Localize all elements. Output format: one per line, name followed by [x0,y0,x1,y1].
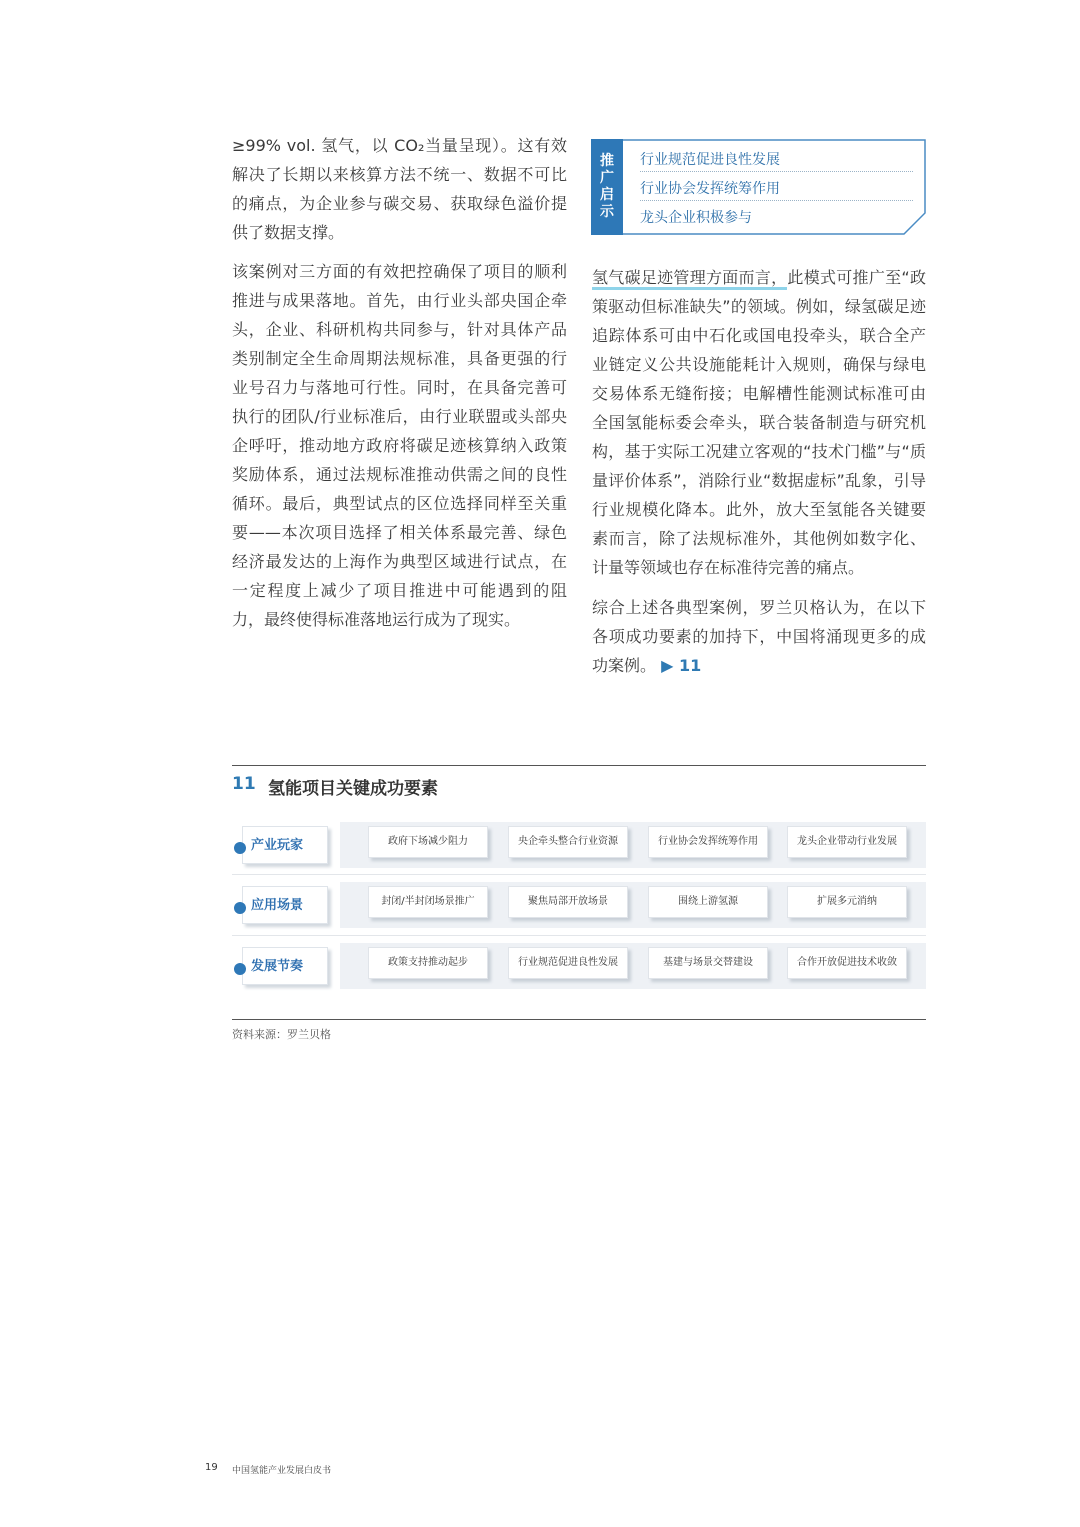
factor-item: 封闭/半封闭场景推广 [368,886,488,918]
highlighted-text: 氢气碳足迹管理方面而言， [592,268,787,290]
paragraph-text: 综合上述各典型案例，罗兰贝格认为，在以下各项成功要素的加持下，中国将涌现更多的成功案例。 [592,598,926,675]
promotion-tab [591,139,623,235]
paragraph-text: 此模式可推广至“政策驱动但标准缺失”的领域。例如，绿氢碳足迹追踪体系可由中石化或国电投牵头，联合全产业链定义公共设施能耗计入规则，确保与绿电交易体系无缝衔接；电解槽性能测试标准可由全国氢能标委会牵头，联合装备制造与研究机构，基于实际工况建立客观的“技术门槛”与“质量评价体系”，消除行业“数据虚标”乱象，引导行业规模化降本。此外，放大至氢能各关键要素而言，除了法规标准外，其他例如数字化、计量等领域也存在标准待完善的痛点。 [592,268,926,577]
promotion-item: 龙头企业积极参与 [640,210,752,226]
page-number: 19 [205,1462,218,1473]
dotted-divider [640,200,913,201]
body-paragraph-3 [592,263,926,582]
dotted-divider [640,171,913,172]
row-separator [232,935,926,936]
row-track [340,943,926,989]
body-paragraph-2: 该案例对三方面的有效把控确保了项目的顺利推进与成果落地。首先，由行业头部央国企牵头，企业、科研机构共同参与，针对具体产品类别制定全生命周期法规标准，具备更强的行业号召力与落地可行性。同时，在具备完善可执行的团队/行业标准后，由行业联盟或头部央企呼吁，推动地方政府将碳足迹核算纳入政策奖励体系，通过法规标准推动供需之间的良性循环。最后，典型试点的区位选择同样至关重要——本次项目选择了相关体系最完善、绿色经济最发达的上海作为典型区域进行试点，在一定程度上减少了项目推进中可能遇到的阻力，最终使得标准落地运行成为了现实。 [232,262,567,629]
body-paragraph-4 [592,593,926,680]
factor-item: 合作开放促进技术收敛 [787,947,907,979]
figure-title: 氢能项目关键成功要素 [268,779,438,799]
factor-item: 行业规范促进良性发展 [508,947,628,979]
bullet-dot-icon [234,902,246,914]
factor-item: 央企牵头整合行业资源 [508,826,628,858]
figure-reference-link[interactable]: ▶ 11 [661,656,702,675]
factor-item: 龙头企业带动行业发展 [787,826,907,858]
figure-top-rule [232,765,926,766]
factor-item: 基建与场景交替建设 [648,947,768,979]
row-label: 应用场景 [242,886,328,924]
publication-title: 中国氢能产业发展白皮书 [232,1466,332,1476]
factor-item: 围绕上游氢源 [648,886,768,918]
factor-item: 扩展多元消纳 [787,886,907,918]
figure-row-development-pace [232,947,926,993]
row-track [340,882,926,928]
row-separator [232,874,926,875]
row-label: 发展节奏 [242,947,328,985]
body-paragraph-1: ≥99% vol. 氢气，以 CO₂当量呈现）。这有效解决了长期以来核算方法不统一、数据不可比的痛点，为企业参与碳交易、获取绿色溢价提供了数据支撑。 [232,136,567,242]
figure-number: 11 [232,774,256,794]
figure-row-industry-players [232,826,926,872]
factor-item: 聚焦局部开放场景 [508,886,628,918]
row-track [340,822,926,868]
bullet-dot-icon [234,842,246,854]
row-label: 产业玩家 [242,826,328,864]
figure-row-application-scenarios [232,886,926,932]
factor-item: 政府下场减少阻力 [368,826,488,858]
factor-item: 行业协会发挥统筹作用 [648,826,768,858]
promotion-item: 行业规范促进良性发展 [640,152,780,168]
factor-item: 政策支持推动起步 [368,947,488,979]
promotion-item: 行业协会发挥统筹作用 [640,181,780,197]
promotion-insight-box [591,139,926,235]
figure-bottom-rule [232,1019,926,1020]
figure-source: 资料来源：罗兰贝格 [232,1028,331,1041]
bullet-dot-icon [234,963,246,975]
promotion-tab-label: 推广启示 [600,153,614,220]
